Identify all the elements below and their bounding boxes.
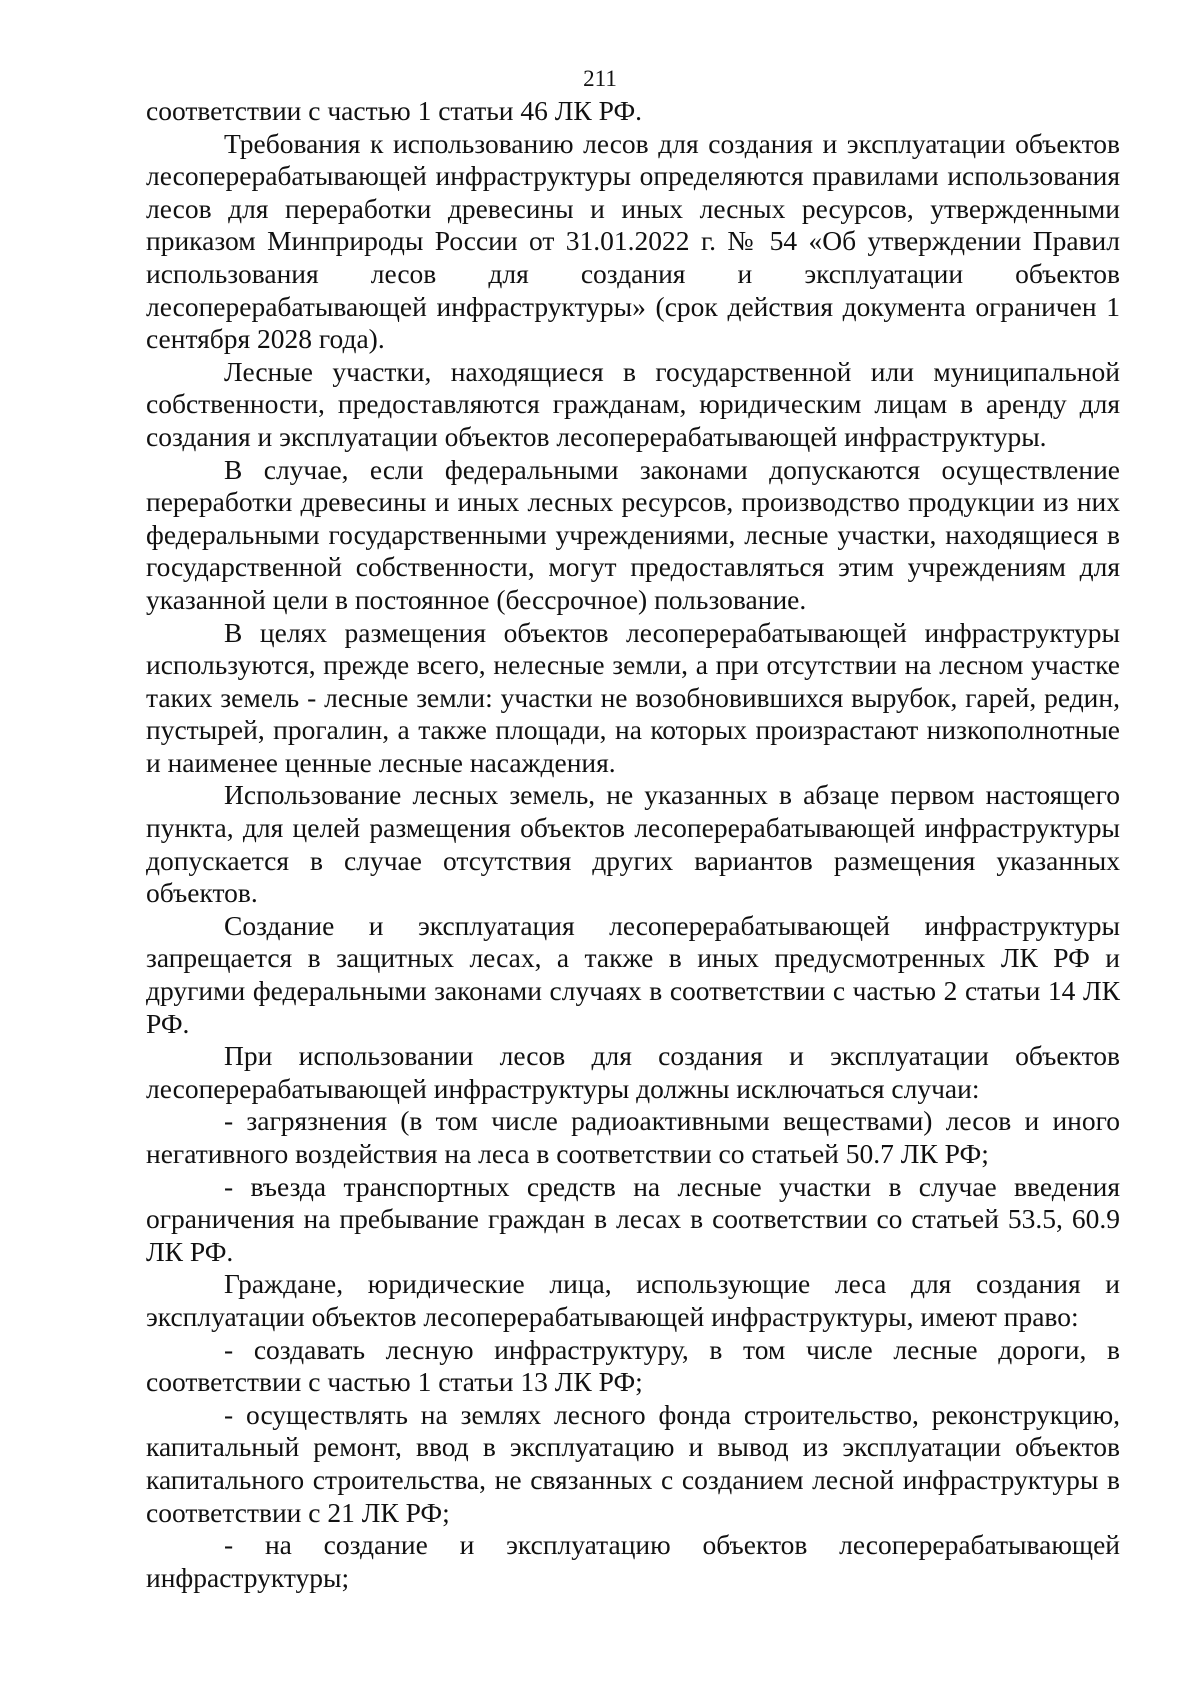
paragraph: Использование лесных земель, не указанных в абзаце первом настоящего пункта, для целей размещения объектов лесоперерабатывающей инфраструктуры допускается в случае отсутствия других вариантов размещения указанных объектов. — [146, 779, 1120, 909]
paragraph: Лесные участки, находящиеся в государственной или муниципальной собственности, предоставляются гражданам, юридическим лицам в аренду для создания и эксплуатации объектов лесоперерабатывающей инфраструктуры. — [146, 355, 1120, 452]
paragraph: При использовании лесов для создания и эксплуатации объектов лесоперерабатывающей инфраструктуры должны исключаться случаи: — [146, 1040, 1120, 1104]
page-number: 211 — [583, 66, 617, 91]
paragraph-continuation: соответствии с частью 1 статьи 46 ЛК РФ. — [146, 95, 643, 126]
paragraph: Граждане, юридические лица, использующие леса для создания и эксплуатации объектов лесоперерабатывающей инфраструктуры, имеют право: — [146, 1268, 1120, 1332]
paragraph: Требования к использованию лесов для создания и эксплуатации объектов лесоперерабатывающей инфраструктуры определяются правилами использования лесов для переработки древесины и иных лесных ресурсов, утвержденными приказом Минприроды России от 31.01.2022 г. № 54 «Об утверждении Правил использования лесов для создания и эксплуатации объектов лесоперерабатывающей инфраструктуры» (срок действия документа ограничен 1 сентября 2028 года). — [146, 127, 1120, 355]
list-item: - создавать лесную инфраструктуру, в том числе лесные дороги, в соответствии с частью 1 статьи 13 ЛК РФ; — [146, 1333, 1120, 1398]
paragraph: В целях размещения объектов лесоперерабатывающей инфраструктуры используются, прежде всего, нелесные земли, а при отсутствии на лесном участке таких земель - лесные земли: участки не возобновившихся вырубок, гарей, редин, пустырей, прогалин, а также площади, на которых произрастают низкополнотные и наименее ценные лесные насаждения. — [146, 616, 1120, 778]
list-item: - въезда транспортных средств на лесные участки в случае введения ограничения на пребывание граждан в лесах в соответствии со статьей 53.5, 60.9 ЛК РФ. — [146, 1170, 1120, 1267]
list-item: - загрязнения (в том числе радиоактивными веществами) лесов и иного негативного воздействия на леса в соответствии со статьей 50.7 ЛК РФ; — [146, 1105, 1120, 1169]
list-item: - осуществлять на землях лесного фонда строительство, реконструкцию, капитальный ремонт, ввод в эксплуатацию и вывод из эксплуатации объектов капитального строительства, не связанных с созданием лесной инфраструктуры в соответствии с 21 ЛК РФ; — [146, 1398, 1120, 1528]
document-body — [146, 95, 1120, 1594]
paragraph: Создание и эксплуатация лесоперерабатывающей инфраструктуры запрещается в защитных лесах, а также в иных предусмотренных ЛК РФ и другими федеральными законами случаях в соответствии с частью 2 статьи 14 ЛК РФ. — [146, 909, 1120, 1039]
list-item: - на создание и эксплуатацию объектов лесоперерабатывающей инфраструктуры; — [146, 1529, 1120, 1593]
paragraph: В случае, если федеральными законами допускаются осуществление переработки древесины и иных лесных ресурсов, производство продукции из них федеральными государственными учреждениями, лесные участки, находящиеся в государственной собственности, могут предоставляться этим учреждениям для указанной цели в постоянное (бессрочное) пользование. — [146, 453, 1120, 615]
